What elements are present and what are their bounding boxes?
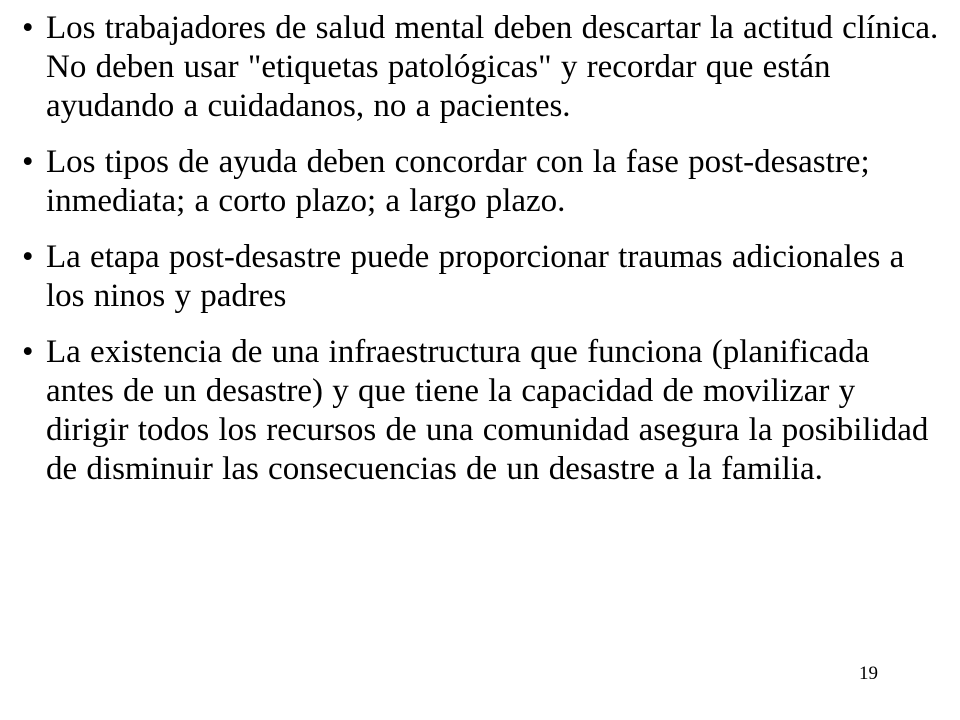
bullet-icon: • (22, 334, 34, 370)
bullet-list (22, 9, 942, 489)
bullet-text: La etapa post-desastre puede proporcionar traumas adicionales a los ninos y padres (46, 239, 905, 314)
bullet-icon: • (22, 239, 34, 275)
bullet-text: La existencia de una infraestructura que funciona (planificada antes de un desastre) y que tiene la capacidad de movilizar y dirigir todos los recursos de una comunidad asegura la posibilidad de disminuir las consecuencias de un desastre a la familia. (46, 334, 929, 487)
bullet-item (22, 333, 942, 489)
bullet-item (22, 143, 942, 221)
bullet-item (22, 9, 942, 126)
bullet-item (22, 238, 942, 316)
bullet-text: Los tipos de ayuda deben concordar con la fase post-desastre; inmediata; a corto plazo; a largo plazo. (46, 144, 870, 219)
bullet-text: Los trabajadores de salud mental deben descartar la actitud clínica. No deben usar "etiquetas patológicas" y recordar que están ayudando a cuidadanos, no a pacientes. (46, 10, 939, 124)
bullet-icon: • (22, 10, 34, 46)
page-number: 19 (859, 663, 878, 684)
bullet-icon: • (22, 144, 34, 180)
